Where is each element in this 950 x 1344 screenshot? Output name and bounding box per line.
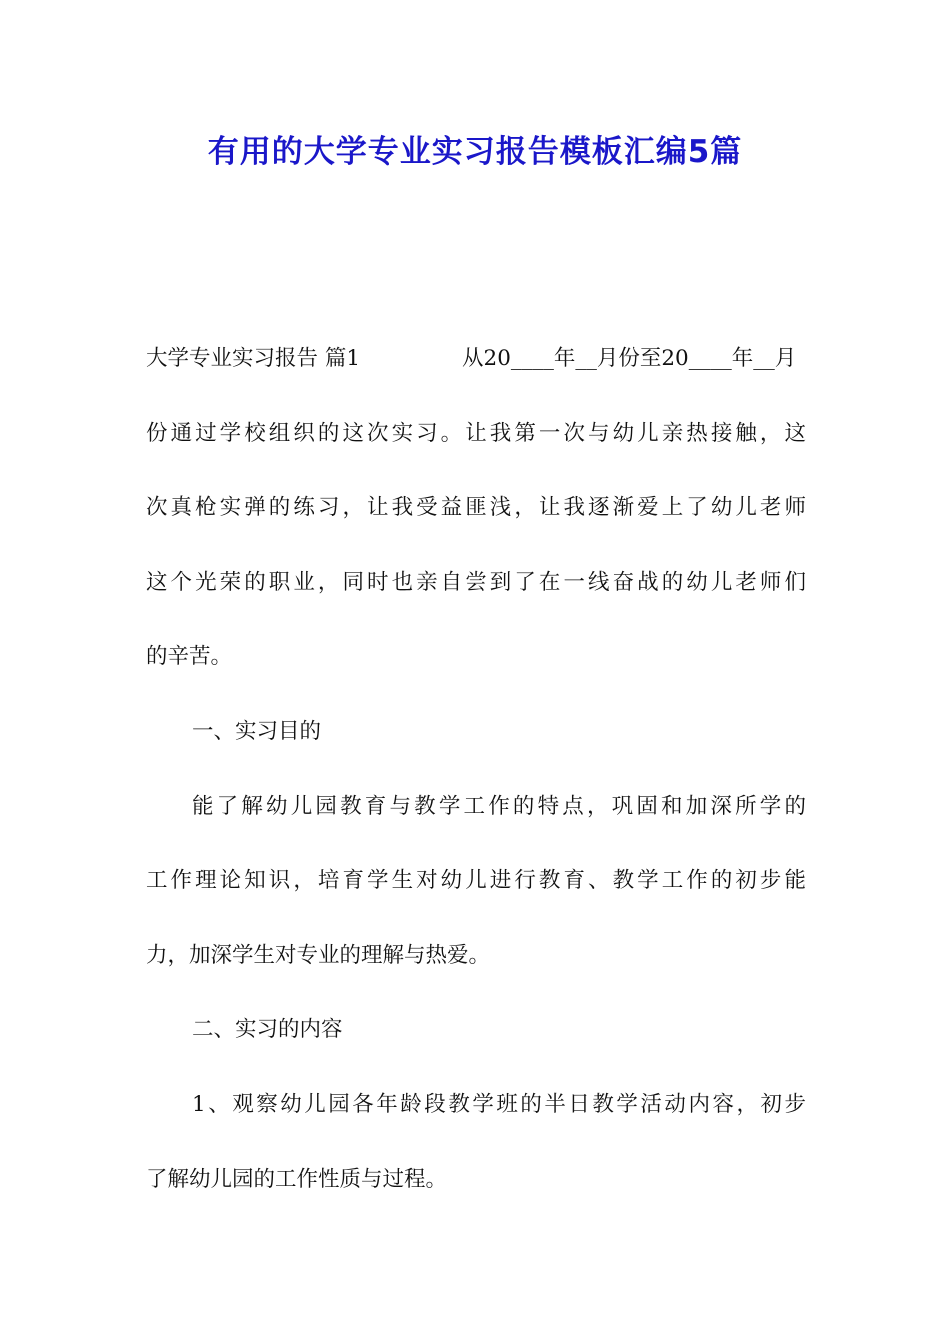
text-line-3: 次真枪实弹的练习，让我受益匪浅，让我逐渐爱上了幼儿老师 <box>146 495 806 521</box>
text-line-12: 了解幼儿园的工作性质与过程。 <box>146 1166 448 1192</box>
text-line-1 <box>146 322 806 397</box>
document-body <box>146 322 806 1217</box>
text-line-7: 能了解幼儿园教育与教学工作的特点，巩固和加深所学的 <box>192 793 806 819</box>
text-line-4: 这个光荣的职业，同时也亲自尝到了在一线奋战的幼儿老师们 <box>146 569 806 595</box>
text-line-2: 份通过学校组织的这次实习。让我第一次与幼儿亲热接触，这 <box>146 420 806 446</box>
heading-content: 二、实习的内容 <box>192 1017 343 1043</box>
section-label: 大学专业实习报告 篇1 <box>146 346 361 371</box>
text-line-9: 力，加深学生对专业的理解与热爱。 <box>146 942 491 968</box>
text-line-5: 的辛苦。 <box>146 644 233 670</box>
document-title: 有用的大学专业实习报告模板汇编5篇 <box>207 134 743 170</box>
text-line-8: 工作理论知识，培育学生对幼儿进行教育、教学工作的初步能 <box>146 868 806 894</box>
text-line-1-content: 从20____年__月份至20____年__月 <box>462 346 797 371</box>
text-line-11: 1、观察幼儿园各年龄段教学班的半日教学活动内容，初步 <box>192 1091 806 1117</box>
heading-purpose: 一、实习目的 <box>192 718 322 744</box>
